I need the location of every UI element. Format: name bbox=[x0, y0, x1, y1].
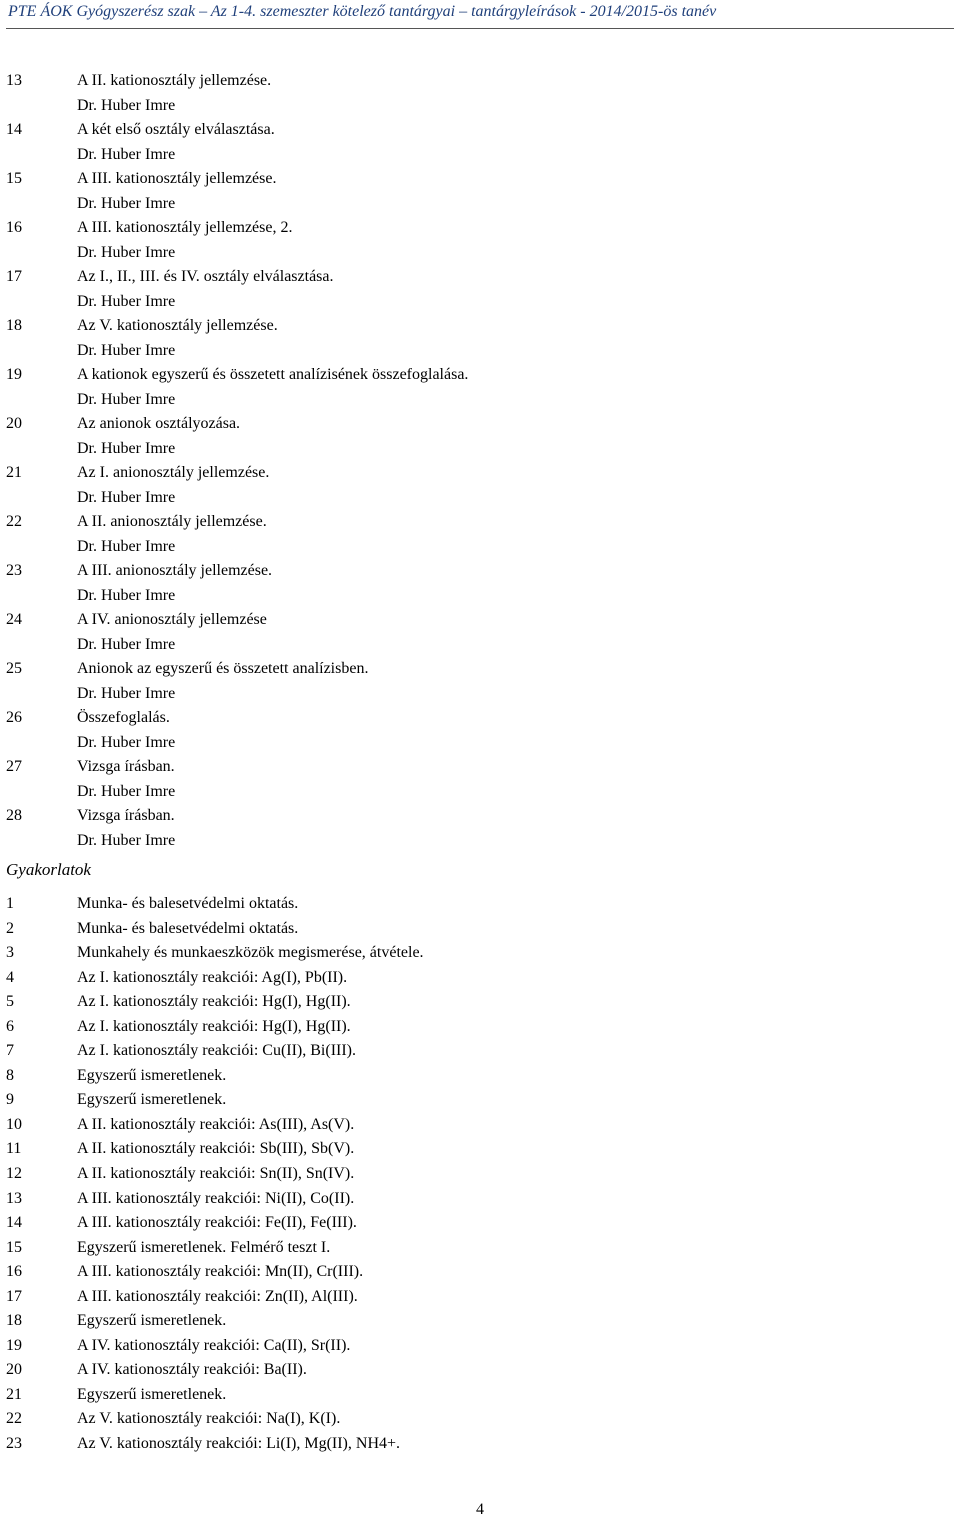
practice-item bbox=[6, 1358, 946, 1383]
lecture-lecturer-row bbox=[6, 486, 946, 511]
practice-item bbox=[6, 1309, 946, 1334]
practice-number: 6 bbox=[6, 1017, 14, 1035]
indent-spacer bbox=[6, 633, 77, 658]
lecture-lecturer-row bbox=[6, 584, 946, 609]
lecture-item bbox=[6, 265, 946, 314]
lecturer-name: Dr. Huber Imre bbox=[77, 733, 176, 751]
lecture-title-row bbox=[6, 118, 946, 143]
practice-item bbox=[6, 1432, 946, 1457]
lecture-number: 21 bbox=[6, 464, 22, 481]
lecture-lecturer-row bbox=[6, 290, 946, 315]
practice-item bbox=[6, 917, 946, 942]
lecture-number: 23 bbox=[6, 562, 22, 579]
lecture-item bbox=[6, 657, 946, 706]
practice-title: Egyszerű ismeretlenek. bbox=[77, 1066, 227, 1084]
lecture-number: 20 bbox=[6, 415, 22, 432]
lecture-title-row bbox=[6, 559, 946, 584]
practice-title: Egyszerű ismeretlenek. bbox=[77, 1091, 227, 1109]
practice-item bbox=[6, 1064, 946, 1089]
lecturer-name: Dr. Huber Imre bbox=[77, 145, 176, 163]
practice-title: A IV. kationosztály reakciói: Ba(II). bbox=[77, 1361, 307, 1379]
lecture-number: 18 bbox=[6, 317, 22, 334]
practice-title: A III. kationosztály reakciói: Ni(II), Co(II). bbox=[77, 1189, 355, 1207]
practice-title: Az V. kationosztály reakciói: Li(I), Mg(II), NH4+. bbox=[77, 1435, 401, 1453]
practice-number: 17 bbox=[6, 1287, 22, 1305]
practice-number: 5 bbox=[6, 993, 14, 1011]
practice-number: 1 bbox=[6, 895, 14, 912]
practice-number: 15 bbox=[6, 1238, 22, 1256]
lecture-item bbox=[6, 314, 946, 363]
lecture-lecturer-row bbox=[6, 192, 946, 217]
practice-item bbox=[6, 1211, 946, 1236]
lecture-title: Az V. kationosztály jellemzése. bbox=[77, 317, 278, 334]
practice-title: Munkahely és munkaeszközök megismerése, átvétele. bbox=[77, 944, 424, 962]
practice-item bbox=[6, 1162, 946, 1187]
lecture-title-row bbox=[6, 363, 946, 388]
practice-number: 10 bbox=[6, 1115, 22, 1133]
lecture-item bbox=[6, 608, 946, 657]
practice-item bbox=[6, 966, 946, 991]
lecture-title-row bbox=[6, 510, 946, 535]
practice-item bbox=[6, 990, 946, 1015]
lecture-title: A III. anionosztály jellemzése. bbox=[77, 562, 273, 579]
lecture-number: 13 bbox=[6, 72, 22, 89]
practice-title: A II. kationosztály reakciói: Sb(III), Sb(V). bbox=[77, 1140, 355, 1158]
practice-number: 22 bbox=[6, 1410, 22, 1428]
lecturer-name: Dr. Huber Imre bbox=[77, 194, 176, 212]
lecture-item bbox=[6, 804, 946, 853]
practice-title: Az I. kationosztály reakciói: Cu(II), Bi(III). bbox=[77, 1042, 357, 1060]
practices-heading: Gyakorlatok bbox=[6, 860, 91, 879]
practice-title: Az I. kationosztály reakciói: Hg(I), Hg(II). bbox=[77, 993, 351, 1011]
indent-spacer bbox=[6, 535, 77, 560]
indent-spacer bbox=[6, 143, 77, 168]
lecturer-name: Dr. Huber Imre bbox=[77, 537, 176, 555]
lecture-title-row bbox=[6, 804, 946, 829]
indent-spacer bbox=[6, 731, 77, 756]
practice-number: 4 bbox=[6, 968, 14, 986]
lecture-item bbox=[6, 461, 946, 510]
lecture-title: Összefoglalás. bbox=[77, 709, 170, 726]
practice-item bbox=[6, 1113, 946, 1138]
lecture-title: A IV. anionosztály jellemzése bbox=[77, 611, 267, 628]
practice-item bbox=[6, 1383, 946, 1408]
practice-title: A III. kationosztály reakciói: Zn(II), Al(III). bbox=[77, 1287, 358, 1305]
practice-number: 18 bbox=[6, 1312, 22, 1330]
lecturer-name: Dr. Huber Imre bbox=[77, 292, 176, 310]
lecture-title: Anionok az egyszerű és összetett analízisben. bbox=[77, 660, 369, 677]
lecture-title: Az I., II., III. és IV. osztály elválasztása. bbox=[77, 268, 334, 285]
practice-number: 11 bbox=[6, 1140, 22, 1158]
lecture-title-row bbox=[6, 412, 946, 437]
practice-number: 21 bbox=[6, 1385, 22, 1403]
lecture-lecturer-row bbox=[6, 94, 946, 119]
lecture-number: 17 bbox=[6, 268, 22, 285]
practice-title: Az V. kationosztály reakciói: Na(I), K(I). bbox=[77, 1410, 341, 1428]
lecture-item bbox=[6, 706, 946, 755]
lecturer-name: Dr. Huber Imre bbox=[77, 831, 176, 849]
lecture-title: Vizsga írásban. bbox=[77, 758, 175, 775]
practice-title: Az I. kationosztály reakciói: Hg(I), Hg(II). bbox=[77, 1017, 351, 1035]
lecture-item bbox=[6, 412, 946, 461]
running-header: PTE ÁOK Gyógyszerész szak – Az 1-4. szemeszter kötelező tantárgyai – tantárgyleírások - 2014/2015-ös tanév bbox=[8, 3, 717, 20]
lecturer-name: Dr. Huber Imre bbox=[77, 782, 176, 800]
practice-title: Az I. kationosztály reakciói: Ag(I), Pb(II). bbox=[77, 968, 348, 986]
lecturer-name: Dr. Huber Imre bbox=[77, 243, 176, 261]
lecture-title: A kationok egyszerű és összetett analízisének összefoglalása. bbox=[77, 366, 469, 383]
lecture-number: 14 bbox=[6, 121, 22, 138]
lecture-lecturer-row bbox=[6, 437, 946, 462]
lecture-title-row bbox=[6, 657, 946, 682]
lecture-title-row bbox=[6, 69, 946, 94]
lecture-title-row bbox=[6, 265, 946, 290]
practice-item bbox=[6, 1187, 946, 1212]
lecture-list bbox=[6, 69, 946, 853]
indent-spacer bbox=[6, 290, 77, 315]
lecture-item bbox=[6, 559, 946, 608]
practice-item bbox=[6, 1015, 946, 1040]
lecturer-name: Dr. Huber Imre bbox=[77, 390, 176, 408]
indent-spacer bbox=[6, 192, 77, 217]
practice-number: 20 bbox=[6, 1361, 22, 1379]
lecturer-name: Dr. Huber Imre bbox=[77, 586, 176, 604]
lecture-lecturer-row bbox=[6, 388, 946, 413]
lecture-lecturer-row bbox=[6, 241, 946, 266]
lecture-item bbox=[6, 69, 946, 118]
lecturer-name: Dr. Huber Imre bbox=[77, 341, 176, 359]
indent-spacer bbox=[6, 241, 77, 266]
lecture-title: Vizsga írásban. bbox=[77, 807, 175, 824]
practice-number: 8 bbox=[6, 1066, 14, 1084]
practice-number: 3 bbox=[6, 944, 14, 962]
practice-number: 2 bbox=[6, 919, 14, 937]
practice-title: A II. kationosztály reakciói: Sn(II), Sn(IV). bbox=[77, 1165, 355, 1183]
practice-title: Munka- és balesetvédelmi oktatás. bbox=[77, 895, 299, 912]
lecture-lecturer-row bbox=[6, 633, 946, 658]
indent-spacer bbox=[6, 584, 77, 609]
lecture-number: 26 bbox=[6, 709, 22, 726]
indent-spacer bbox=[6, 437, 77, 462]
lecture-title-row bbox=[6, 167, 946, 192]
lecture-title: Az anionok osztályozása. bbox=[77, 415, 241, 432]
practice-title: Egyszerű ismeretlenek. bbox=[77, 1385, 227, 1403]
practice-number: 14 bbox=[6, 1214, 22, 1232]
lecture-title: A III. kationosztály jellemzése, 2. bbox=[77, 219, 293, 236]
practice-title: A III. kationosztály reakciói: Mn(II), Cr(III). bbox=[77, 1263, 364, 1281]
practice-item bbox=[6, 1137, 946, 1162]
lecture-title-row bbox=[6, 461, 946, 486]
lecture-title-row bbox=[6, 755, 946, 780]
lecture-lecturer-row bbox=[6, 829, 946, 854]
practice-title: A IV. kationosztály reakciói: Ca(II), Sr(II). bbox=[77, 1336, 351, 1354]
lecture-lecturer-row bbox=[6, 143, 946, 168]
lecturer-name: Dr. Huber Imre bbox=[77, 684, 176, 702]
lecture-number: 16 bbox=[6, 219, 22, 236]
lecture-title-row bbox=[6, 216, 946, 241]
lecture-title: A II. kationosztály jellemzése. bbox=[77, 72, 272, 89]
lecture-lecturer-row bbox=[6, 731, 946, 756]
lecture-lecturer-row bbox=[6, 535, 946, 560]
practice-item bbox=[6, 1236, 946, 1261]
lecture-number: 15 bbox=[6, 170, 22, 187]
lecture-number: 25 bbox=[6, 660, 22, 677]
lecture-lecturer-row bbox=[6, 339, 946, 364]
indent-spacer bbox=[6, 682, 77, 707]
indent-spacer bbox=[6, 829, 77, 854]
practice-item bbox=[6, 941, 946, 966]
lecture-title: Az I. anionosztály jellemzése. bbox=[77, 464, 270, 481]
practice-number: 16 bbox=[6, 1263, 22, 1281]
practice-number: 12 bbox=[6, 1165, 22, 1183]
practice-title: Egyszerű ismeretlenek. bbox=[77, 1312, 227, 1330]
lecture-item bbox=[6, 118, 946, 167]
page-number: 4 bbox=[476, 1501, 484, 1518]
lecture-number: 22 bbox=[6, 513, 22, 530]
header-divider bbox=[6, 28, 954, 29]
lecture-item bbox=[6, 363, 946, 412]
lecture-item bbox=[6, 167, 946, 216]
practice-title: Munka- és balesetvédelmi oktatás. bbox=[77, 919, 299, 937]
indent-spacer bbox=[6, 388, 77, 413]
lecture-lecturer-row bbox=[6, 780, 946, 805]
practice-item bbox=[6, 1039, 946, 1064]
lecture-number: 19 bbox=[6, 366, 22, 383]
lecturer-name: Dr. Huber Imre bbox=[77, 96, 176, 114]
practice-number: 23 bbox=[6, 1435, 22, 1453]
lecture-lecturer-row bbox=[6, 682, 946, 707]
lecturer-name: Dr. Huber Imre bbox=[77, 439, 176, 457]
lecture-title: A II. anionosztály jellemzése. bbox=[77, 513, 267, 530]
lecture-title-row bbox=[6, 608, 946, 633]
lecturer-name: Dr. Huber Imre bbox=[77, 488, 176, 506]
practice-item bbox=[6, 892, 946, 917]
lecture-title: A két első osztály elválasztása. bbox=[77, 121, 275, 138]
lecture-title-row bbox=[6, 314, 946, 339]
practice-number: 13 bbox=[6, 1189, 22, 1207]
lecture-number: 24 bbox=[6, 611, 22, 628]
indent-spacer bbox=[6, 339, 77, 364]
lecture-title-row bbox=[6, 706, 946, 731]
practice-item bbox=[6, 1260, 946, 1285]
lecture-number: 27 bbox=[6, 758, 22, 775]
indent-spacer bbox=[6, 94, 77, 119]
practice-title: A II. kationosztály reakciói: As(III), As(V). bbox=[77, 1115, 355, 1133]
lecture-item bbox=[6, 755, 946, 804]
practice-item bbox=[6, 1088, 946, 1113]
practice-number: 7 bbox=[6, 1042, 14, 1060]
indent-spacer bbox=[6, 486, 77, 511]
practice-item bbox=[6, 1407, 946, 1432]
lecture-item bbox=[6, 216, 946, 265]
lecture-number: 28 bbox=[6, 807, 22, 824]
practice-item bbox=[6, 1334, 946, 1359]
indent-spacer bbox=[6, 780, 77, 805]
practice-number: 9 bbox=[6, 1091, 14, 1109]
practice-number: 19 bbox=[6, 1336, 22, 1354]
lecture-title: A III. kationosztály jellemzése. bbox=[77, 170, 277, 187]
lecturer-name: Dr. Huber Imre bbox=[77, 635, 176, 653]
practice-list bbox=[6, 892, 946, 1457]
practice-title: Egyszerű ismeretlenek. Felmérő teszt I. bbox=[77, 1238, 331, 1256]
lecture-item bbox=[6, 510, 946, 559]
practice-title: A III. kationosztály reakciói: Fe(II), Fe(III). bbox=[77, 1214, 357, 1232]
practice-item bbox=[6, 1285, 946, 1310]
